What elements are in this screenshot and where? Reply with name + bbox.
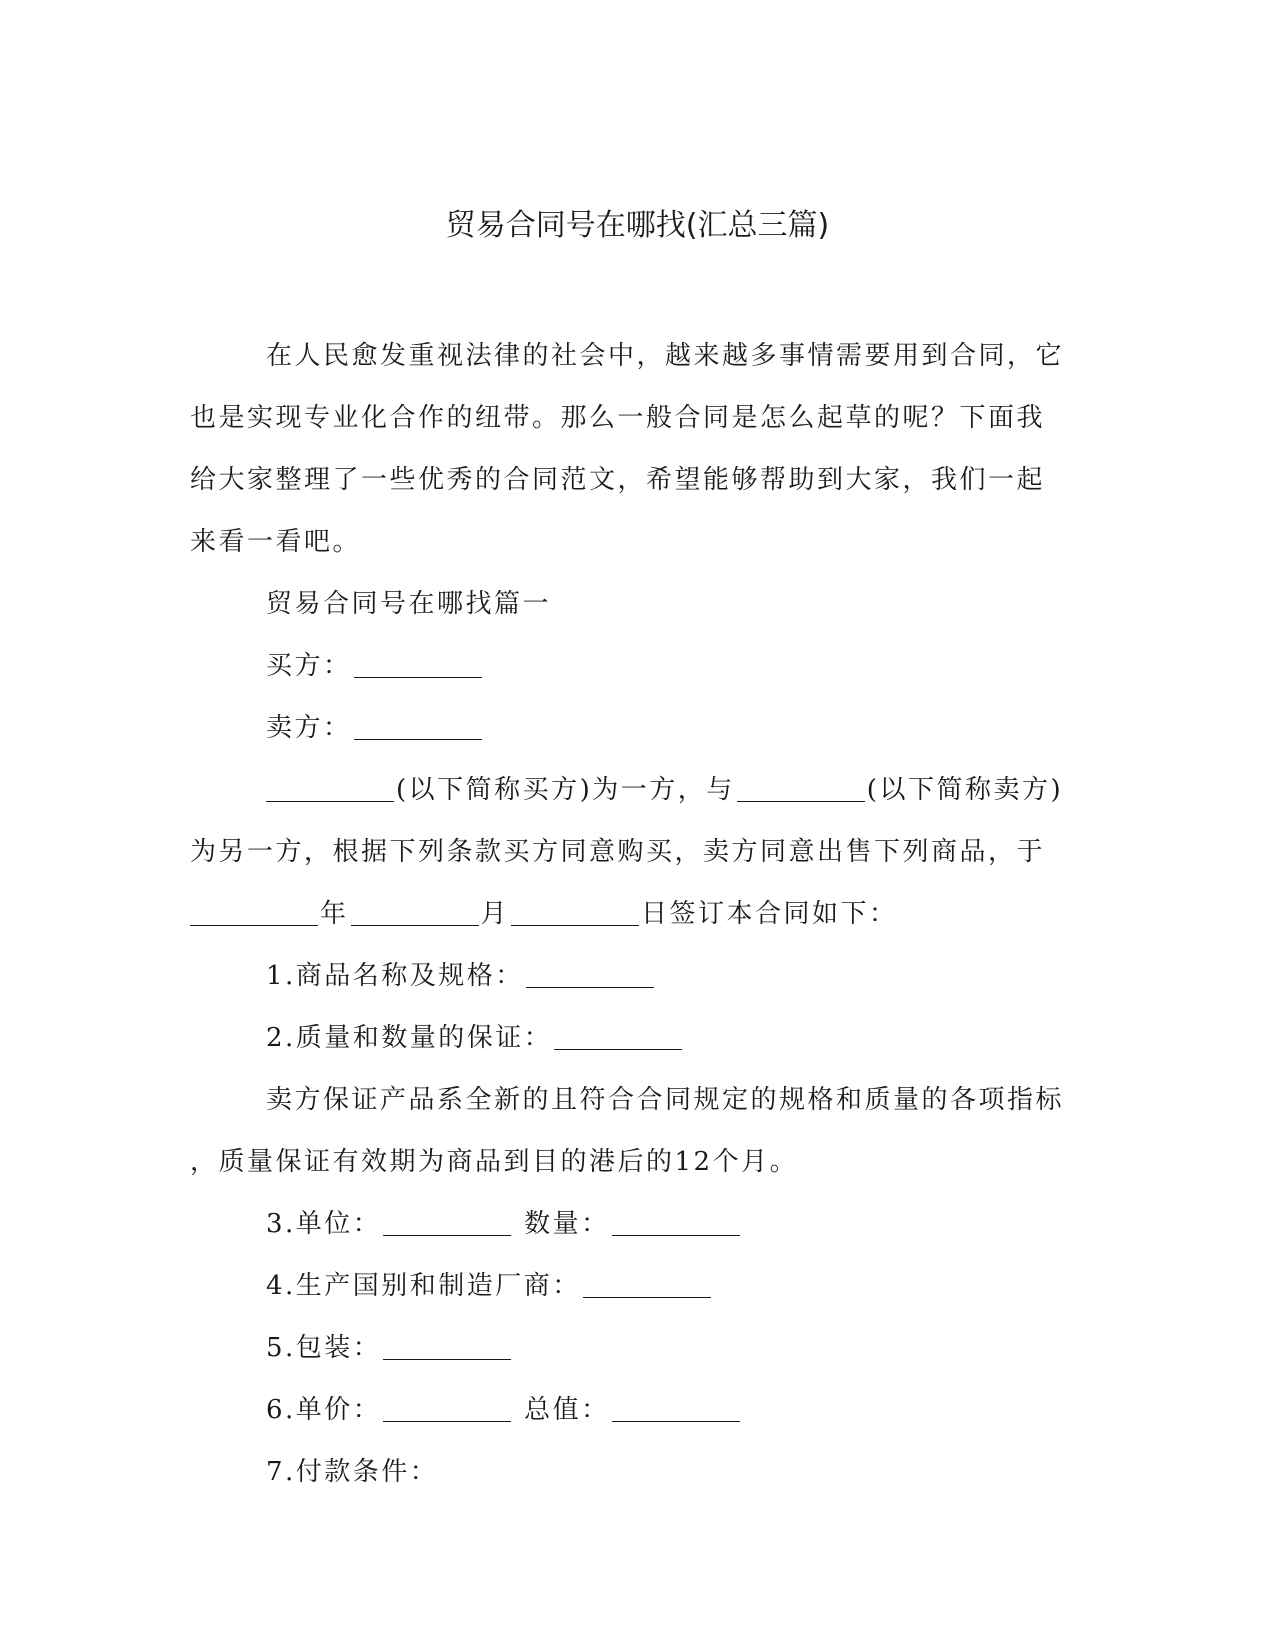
document-body — [190, 325, 1080, 1503]
day-blank — [511, 899, 639, 926]
item-5 — [190, 1317, 1080, 1379]
buyer-blank — [354, 651, 482, 678]
item-7: 7.付款条件： — [266, 1457, 439, 1487]
item-4 — [190, 1255, 1080, 1317]
item-2-label: 2.质量和数量的保证： — [266, 1023, 553, 1053]
parties-line-1 — [190, 759, 1080, 821]
year-label: 年 — [320, 899, 349, 929]
item-6-price-blank — [383, 1395, 511, 1422]
seller-short-text: (以下简称卖方) — [866, 775, 1064, 805]
buyer-label: 买方： — [266, 651, 352, 681]
quality-line-1: 卖方保证产品系全新的且符合合同规定的规格和质量的各项指标 — [266, 1085, 1065, 1115]
item-2 — [190, 1007, 1080, 1069]
month-blank — [351, 899, 479, 926]
item-6-total-blank — [612, 1395, 740, 1422]
intro-line-4: 来看一看吧。 — [190, 527, 362, 557]
item-1-label: 1.商品名称及规格： — [266, 961, 524, 991]
seller-line — [190, 697, 1080, 759]
intro-line-2: 也是实现专业化合作的纽带。那么一般合同是怎么起草的呢？下面我 — [190, 403, 1046, 433]
item-3-qty-blank — [612, 1209, 740, 1236]
seller-name-blank — [737, 775, 865, 802]
item-3-unit-label: 3.单位： — [266, 1209, 382, 1239]
item-3-qty-label: 数量： — [524, 1209, 610, 1239]
buyer-line — [190, 635, 1080, 697]
intro-line-3: 给大家整理了一些优秀的合同范文，希望能够帮助到大家，我们一起 — [190, 465, 1046, 495]
quality-line-2: ，质量保证有效期为商品到目的港后的12个月。 — [190, 1147, 799, 1177]
item-5-blank — [383, 1333, 511, 1360]
seller-blank — [354, 713, 482, 740]
item-4-label: 4.生产国别和制造厂商： — [266, 1271, 581, 1301]
item-6-price-label: 6.单价： — [266, 1395, 382, 1425]
seller-label: 卖方： — [266, 713, 352, 743]
item-1 — [190, 945, 1080, 1007]
item-4-blank — [583, 1271, 711, 1298]
parties-line-2: 为另一方，根据下列条款买方同意购买，卖方同意出售下列商品，于 — [190, 837, 1046, 867]
date-line — [190, 883, 1080, 945]
year-blank — [190, 899, 318, 926]
section-heading: 贸易合同号在哪找篇一 — [266, 589, 552, 619]
item-3 — [190, 1193, 1080, 1255]
item-6-total-label: 总值： — [524, 1395, 610, 1425]
item-2-blank — [554, 1023, 682, 1050]
intro-line-1: 在人民愈发重视法律的社会中，越来越多事情需要用到合同，它 — [266, 341, 1065, 371]
month-label: 月 — [480, 899, 510, 929]
day-tail-text: 日签订本合同如下： — [641, 899, 898, 929]
item-3-unit-blank — [383, 1209, 511, 1236]
item-5-label: 5.包装： — [266, 1333, 382, 1363]
item-6 — [190, 1379, 1080, 1441]
buyer-short-text: (以下简称买方)为一方，与 — [396, 775, 735, 805]
item-1-blank — [526, 961, 654, 988]
document-title: 贸易合同号在哪找(汇总三篇) — [445, 208, 830, 243]
buyer-name-blank — [266, 775, 394, 802]
